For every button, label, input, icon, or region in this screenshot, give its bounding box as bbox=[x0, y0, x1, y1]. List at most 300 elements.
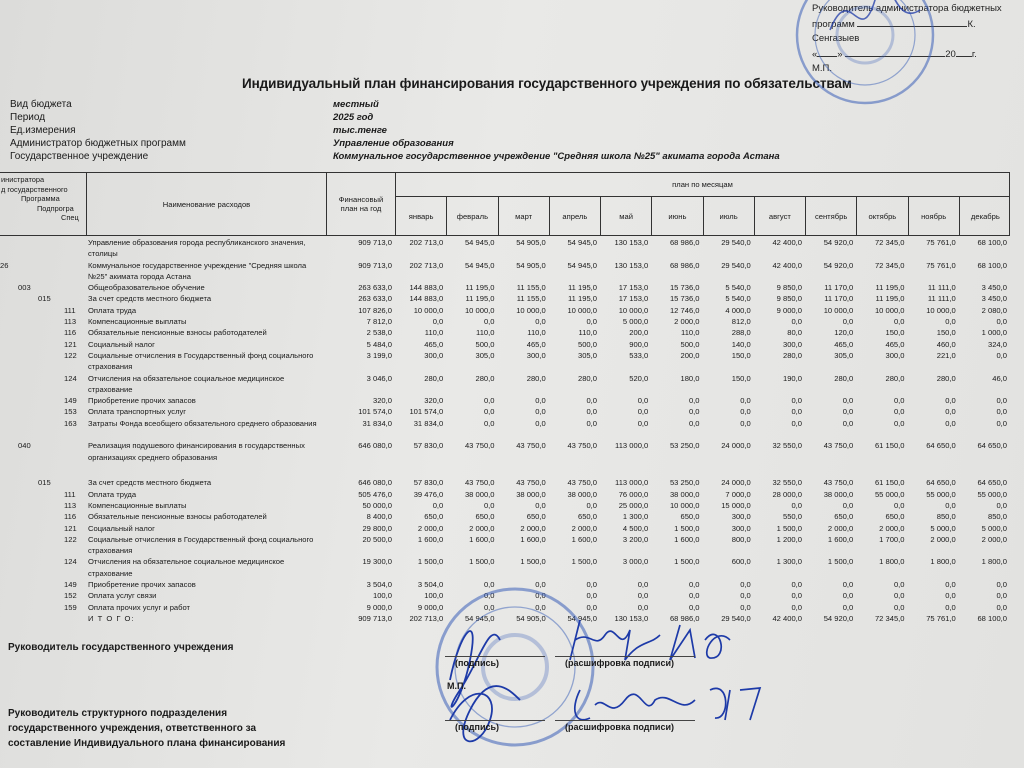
unit-title-line: государственного учреждения, ответственного за bbox=[8, 723, 257, 734]
row-month-value: 0,0 bbox=[842, 602, 854, 612]
row-month-value: 46,0 bbox=[992, 373, 1007, 383]
row-month-value: 68 100,0 bbox=[977, 238, 1007, 247]
row-month-value: 5 000,0 bbox=[622, 317, 649, 327]
row-month-value: 0,0 bbox=[740, 407, 751, 417]
row-code-value: 163 bbox=[64, 418, 77, 428]
row-month-value: 10 000,0 bbox=[618, 305, 649, 315]
row-month-value: 0,0 bbox=[432, 500, 444, 510]
row-month-value: 11 195,0 bbox=[465, 283, 495, 293]
row-month-value: 0,0 bbox=[996, 396, 1007, 406]
total-annual: 909 713,0 bbox=[358, 613, 392, 623]
row-month-value: 0,0 bbox=[842, 396, 854, 406]
row-month-value: 38 000,0 bbox=[823, 489, 854, 499]
row-month-value: 180,0 bbox=[680, 373, 700, 383]
total-month-value: 68 986,0 bbox=[669, 613, 700, 623]
row-month-value: 0,0 bbox=[893, 396, 905, 406]
row-month-value: 72 345,0 bbox=[874, 238, 905, 247]
row-month-value: 25 000,0 bbox=[618, 500, 649, 510]
row-code bbox=[0, 316, 86, 327]
row-month-value: 0,0 bbox=[893, 500, 905, 510]
row-month-value: 650,0 bbox=[424, 512, 444, 522]
row-month-value: 140,0 bbox=[731, 339, 751, 349]
row-month-value: 75 761,0 bbox=[926, 238, 956, 247]
row-month-value: 0,0 bbox=[586, 591, 597, 601]
code-header-program: Программа bbox=[21, 194, 60, 204]
row-month-value: 5 540,0 bbox=[725, 283, 751, 293]
table-row bbox=[0, 305, 1010, 316]
row-month-value: 1 600,0 bbox=[520, 534, 546, 544]
row-month-value: 54 945,0 bbox=[567, 238, 597, 247]
row-month-value: 0,0 bbox=[586, 418, 597, 428]
row-code-value: 124 bbox=[64, 557, 77, 567]
total-month-value: 42 400,0 bbox=[772, 613, 802, 623]
row-code-value: 015 bbox=[38, 478, 51, 488]
row-month-value: 0,0 bbox=[688, 396, 700, 406]
row-month-value: 650,0 bbox=[834, 512, 854, 522]
row-month-value: 0,0 bbox=[842, 317, 854, 327]
table-row bbox=[0, 260, 1010, 283]
row-month-value: 300,0 bbox=[526, 350, 546, 360]
row-month-value: 650,0 bbox=[526, 512, 546, 522]
row-month-value: 53 250,0 bbox=[669, 478, 700, 488]
row-code-value: 040 bbox=[18, 441, 31, 451]
row-month-value: 11 195,0 bbox=[875, 283, 905, 293]
row-month-value: 650,0 bbox=[680, 512, 700, 522]
row-code-value: 159 bbox=[64, 602, 77, 612]
row-month-value: 5 540,0 bbox=[725, 294, 751, 304]
months-group-header: план по месяцам bbox=[396, 173, 1009, 197]
row-month-value: 38 000,0 bbox=[516, 489, 546, 499]
row-month-value: 150,0 bbox=[731, 350, 751, 360]
row-annual: 9 000,0 bbox=[366, 602, 392, 612]
row-month-value: 38 000,0 bbox=[464, 489, 495, 499]
row-code bbox=[0, 282, 86, 293]
row-month-value: 0,0 bbox=[791, 418, 802, 428]
row-annual: 20 500,0 bbox=[362, 534, 392, 544]
row-month-value: 55 000,0 bbox=[926, 489, 956, 499]
row-month-value: 57 830,0 bbox=[413, 478, 444, 488]
row-name: Отчисления на обязательное социальное медицинское страхование bbox=[88, 557, 285, 578]
row-month-value: 3 450,0 bbox=[981, 283, 1007, 293]
row-month-value: 0,0 bbox=[586, 317, 597, 327]
row-month-value: 0,0 bbox=[586, 602, 597, 612]
row-code-value: 153 bbox=[64, 407, 77, 417]
row-month-value: 10 000,0 bbox=[823, 305, 854, 315]
row-month-value: 0,0 bbox=[893, 591, 905, 601]
row-month-value: 11 170,0 bbox=[824, 283, 854, 293]
table-row bbox=[0, 556, 1010, 579]
total-month-value: 75 761,0 bbox=[926, 613, 956, 623]
row-month-value: 1 200,0 bbox=[776, 534, 802, 544]
total-month-value: 54 920,0 bbox=[823, 613, 854, 623]
row-month-value: 0,0 bbox=[740, 396, 751, 406]
row-month-value: 0,0 bbox=[893, 418, 905, 428]
row-month-value: 10 000,0 bbox=[464, 305, 495, 315]
row-month-value: 0,0 bbox=[996, 418, 1007, 428]
row-month-value: 0,0 bbox=[842, 407, 854, 417]
row-month-value: 11 111,0 bbox=[927, 294, 956, 304]
row-code bbox=[0, 534, 86, 557]
head-decode-line bbox=[555, 656, 695, 657]
row-month-value: 812,0 bbox=[731, 317, 751, 327]
total-month-value: 54 905,0 bbox=[516, 613, 546, 623]
row-month-value: 54 905,0 bbox=[516, 260, 546, 270]
row-month-value: 68 100,0 bbox=[977, 260, 1007, 270]
table-row bbox=[0, 350, 1010, 373]
row-month-value: 0,0 bbox=[893, 602, 905, 612]
row-month-value: 54 945,0 bbox=[464, 238, 495, 247]
row-month-value: 0,0 bbox=[483, 407, 495, 417]
row-month-value: 0,0 bbox=[637, 396, 649, 406]
row-name: Социальные отчисления в Государственный фонд социального страхования bbox=[88, 350, 314, 372]
row-month-value: 150,0 bbox=[936, 328, 956, 338]
row-annual: 50 000,0 bbox=[362, 500, 392, 510]
row-code-value: 121 bbox=[64, 339, 77, 349]
row-month-value: 280,0 bbox=[834, 373, 854, 383]
row-month-value: 144 883,0 bbox=[409, 283, 444, 293]
row-code-value: 124 bbox=[64, 373, 77, 383]
row-name: Управление образования города республиканского значения, столицы bbox=[88, 238, 306, 259]
row-month-value: 43 750,0 bbox=[464, 478, 495, 488]
row-annual: 263 633,0 bbox=[358, 283, 392, 293]
row-month-value: 2 000,0 bbox=[571, 523, 597, 533]
row-month-value: 0,0 bbox=[535, 317, 546, 327]
row-name: Приобретение прочих запасов bbox=[88, 580, 196, 590]
row-month-value: 43 750,0 bbox=[464, 441, 495, 451]
month-header-10: октябрь bbox=[857, 197, 908, 235]
row-month-value: 68 986,0 bbox=[669, 238, 700, 247]
row-month-value: 0,0 bbox=[483, 580, 495, 590]
row-month-value: 1 600,0 bbox=[674, 534, 700, 544]
row-month-value: 1 500,0 bbox=[520, 557, 546, 567]
row-month-value: 11 155,0 bbox=[516, 294, 546, 304]
row-month-value: 0,0 bbox=[535, 407, 546, 417]
row-month-value: 61 150,0 bbox=[874, 478, 905, 488]
row-month-value: 110,0 bbox=[578, 328, 597, 338]
row-month-value: 0,0 bbox=[996, 591, 1007, 601]
row-month-value: 0,0 bbox=[586, 580, 597, 590]
row-month-value: 0,0 bbox=[535, 580, 546, 590]
row-name: Оплата прочих услуг и работ bbox=[88, 602, 191, 612]
row-month-value: 10 000,0 bbox=[516, 305, 546, 315]
row-month-value: 0,0 bbox=[996, 407, 1007, 417]
row-name: Реализация подушевого финансирования в государственных организациях среднего образования bbox=[88, 441, 305, 462]
row-code bbox=[0, 489, 86, 500]
row-month-value: 0,0 bbox=[945, 591, 956, 601]
row-month-value: 43 750,0 bbox=[567, 478, 597, 488]
table-row bbox=[0, 237, 1010, 260]
row-month-value: 280,0 bbox=[475, 373, 495, 383]
approval-title: Руководитель администратора бюджетных bbox=[812, 3, 1002, 14]
row-name: Отчисления на обязательное социальное медицинское страхование bbox=[88, 373, 285, 394]
row-code-value: 003 bbox=[18, 283, 31, 293]
row-month-value: 202 713,0 bbox=[409, 238, 444, 247]
row-month-value: 0,0 bbox=[791, 591, 802, 601]
row-month-value: 305,0 bbox=[475, 350, 495, 360]
row-annual: 31 834,0 bbox=[362, 418, 392, 428]
row-month-value: 24 000,0 bbox=[721, 441, 751, 451]
meta-value: Коммунальное государственное учреждение "Средняя школа №25" акимата города Астана bbox=[333, 151, 780, 162]
approval-stamp-label: М.П. bbox=[812, 63, 833, 74]
total-month-value: 54 945,0 bbox=[567, 613, 597, 623]
row-code bbox=[0, 350, 86, 373]
annual-header: Финансовый план на год bbox=[327, 173, 396, 235]
total-code bbox=[0, 613, 86, 624]
row-month-value: 533,0 bbox=[629, 350, 649, 360]
row-month-value: 1 500,0 bbox=[571, 557, 597, 567]
row-code bbox=[0, 602, 86, 613]
table-row bbox=[0, 523, 1010, 534]
meta-value: Управление образования bbox=[333, 138, 454, 149]
row-code bbox=[0, 339, 86, 350]
total-month-value: 68 100,0 bbox=[977, 613, 1007, 623]
row-month-value: 4 500,0 bbox=[622, 523, 649, 533]
row-month-value: 39 476,0 bbox=[413, 489, 444, 499]
row-month-value: 0,0 bbox=[842, 500, 854, 510]
row-annual: 7 812,0 bbox=[366, 317, 392, 327]
approval-program-label: программ bbox=[812, 19, 855, 30]
row-annual: 101 574,0 bbox=[358, 407, 392, 417]
row-code-value: 149 bbox=[64, 580, 77, 590]
row-month-value: 9 000,0 bbox=[417, 602, 444, 612]
row-code bbox=[0, 440, 86, 477]
row-month-value: 0,0 bbox=[432, 317, 444, 327]
financing-table bbox=[0, 172, 1010, 624]
row-month-value: 0,0 bbox=[483, 591, 495, 601]
row-annual: 8 400,0 bbox=[366, 512, 392, 522]
row-code-value: 152 bbox=[64, 591, 77, 601]
row-month-value: 42 400,0 bbox=[772, 238, 802, 247]
row-month-value: 76 000,0 bbox=[618, 489, 649, 499]
row-month-value: 1 600,0 bbox=[827, 534, 854, 544]
row-month-value: 43 750,0 bbox=[823, 441, 854, 451]
row-month-value: 550,0 bbox=[782, 512, 802, 522]
row-month-value: 0,0 bbox=[740, 602, 751, 612]
row-month-value: 1 800,0 bbox=[879, 557, 905, 567]
row-month-value: 0,0 bbox=[586, 407, 597, 417]
meta-value: тыс.тенге bbox=[333, 125, 387, 136]
row-name: Оплата транспортных услуг bbox=[88, 407, 187, 417]
table-row bbox=[0, 500, 1010, 511]
row-month-value: 31 834,0 bbox=[413, 418, 444, 428]
month-header-2: февраль bbox=[447, 197, 498, 235]
row-month-value: 0,0 bbox=[483, 602, 495, 612]
month-header-5: май bbox=[601, 197, 652, 235]
row-month-value: 0,0 bbox=[893, 407, 905, 417]
row-month-value: 1 700,0 bbox=[879, 534, 905, 544]
row-month-value: 11 195,0 bbox=[568, 283, 597, 293]
row-month-value: 300,0 bbox=[885, 350, 905, 360]
row-month-value: 1 500,0 bbox=[674, 557, 700, 567]
row-month-value: 0,0 bbox=[791, 407, 802, 417]
meta-label: Период bbox=[10, 112, 46, 123]
row-month-value: 0,0 bbox=[688, 407, 700, 417]
row-month-value: 54 905,0 bbox=[516, 238, 546, 247]
row-month-value: 32 550,0 bbox=[772, 441, 802, 451]
row-month-value: 29 540,0 bbox=[721, 260, 751, 270]
row-month-value: 305,0 bbox=[577, 350, 597, 360]
row-month-value: 2 000,0 bbox=[981, 534, 1007, 544]
row-month-value: 72 345,0 bbox=[874, 260, 905, 270]
row-annual: 19 300,0 bbox=[362, 557, 392, 567]
meta-value: 2025 год bbox=[333, 112, 374, 123]
unit-sign-caption: (подпись) bbox=[455, 722, 500, 732]
row-month-value: 0,0 bbox=[996, 602, 1007, 612]
row-month-value: 280,0 bbox=[885, 373, 905, 383]
row-month-value: 4 000,0 bbox=[725, 305, 751, 315]
row-month-value: 80,0 bbox=[787, 328, 802, 338]
row-code bbox=[0, 511, 86, 522]
row-month-value: 54 945,0 bbox=[567, 260, 597, 270]
row-month-value: 280,0 bbox=[936, 373, 956, 383]
row-month-value: 1 600,0 bbox=[417, 534, 444, 544]
year-prefix: 20 bbox=[945, 49, 956, 60]
row-code bbox=[0, 305, 86, 316]
row-month-value: 600,0 bbox=[731, 557, 751, 567]
row-month-value: 43 750,0 bbox=[567, 441, 597, 451]
head-decode-caption: (расшифровка подписи) bbox=[565, 658, 674, 668]
row-code bbox=[0, 406, 86, 417]
row-code-value: 26 bbox=[0, 260, 9, 270]
row-annual: 2 538,0 bbox=[366, 328, 392, 338]
meta-unit bbox=[10, 125, 1010, 138]
row-month-value: 54 920,0 bbox=[823, 238, 854, 247]
row-annual: 5 484,0 bbox=[366, 339, 392, 349]
row-month-value: 1 800,0 bbox=[930, 557, 956, 567]
row-month-value: 100,0 bbox=[424, 591, 444, 601]
row-month-value: 0,0 bbox=[483, 396, 495, 406]
row-month-value: 10 000,0 bbox=[874, 305, 905, 315]
row-month-value: 0,0 bbox=[535, 591, 546, 601]
row-month-value: 68 986,0 bbox=[669, 260, 700, 270]
row-month-value: 0,0 bbox=[586, 396, 597, 406]
page-title: Индивидуальный план финансирования государственного учреждения по обязательствам bbox=[242, 76, 852, 91]
row-month-value: 110,0 bbox=[424, 328, 444, 338]
table-row bbox=[0, 418, 1010, 441]
row-month-value: 120,0 bbox=[834, 328, 854, 338]
row-code bbox=[0, 418, 86, 441]
row-month-value: 300,0 bbox=[731, 512, 751, 522]
row-month-value: 1 300,0 bbox=[622, 512, 649, 522]
head-signature-line bbox=[445, 656, 545, 657]
row-month-value: 54 945,0 bbox=[464, 260, 495, 270]
row-month-value: 5 000,0 bbox=[981, 523, 1007, 533]
row-month-value: 0,0 bbox=[791, 396, 802, 406]
row-month-value: 64 650,0 bbox=[977, 478, 1007, 488]
unit-decode-caption: (расшифровка подписи) bbox=[565, 722, 674, 732]
row-name: Затраты Фонда всеобщего обязательного среднего образования bbox=[88, 418, 317, 428]
row-name: Компенсационные выплаты bbox=[88, 500, 187, 510]
row-month-value: 150,0 bbox=[885, 328, 905, 338]
row-month-value: 0,0 bbox=[586, 500, 597, 510]
row-month-value: 0,0 bbox=[842, 580, 854, 590]
meta-label: Администратор бюджетных программ bbox=[10, 138, 186, 149]
row-month-value: 0,0 bbox=[996, 500, 1007, 510]
row-annual: 107 826,0 bbox=[358, 305, 392, 315]
row-code-value: 116 bbox=[64, 328, 77, 338]
row-month-value: 0,0 bbox=[791, 580, 802, 590]
row-name: Общеобразовательное обучение bbox=[88, 283, 205, 293]
month-header-4: апрель bbox=[550, 197, 601, 235]
table-row bbox=[0, 534, 1010, 557]
row-month-value: 61 150,0 bbox=[874, 441, 905, 451]
row-name: Компенсационные выплаты bbox=[88, 317, 187, 327]
row-month-value: 0,0 bbox=[945, 602, 956, 612]
row-annual: 320,0 bbox=[372, 396, 392, 406]
row-month-value: 10 000,0 bbox=[567, 305, 597, 315]
row-month-value: 0,0 bbox=[893, 317, 905, 327]
code-header-admin: инистратора bbox=[1, 175, 45, 184]
row-month-value: 1 500,0 bbox=[776, 523, 802, 533]
row-month-value: 0,0 bbox=[637, 580, 649, 590]
row-month-value: 500,0 bbox=[680, 339, 700, 349]
row-month-value: 144 883,0 bbox=[409, 294, 444, 304]
row-month-value: 0,0 bbox=[688, 580, 700, 590]
row-month-value: 0,0 bbox=[791, 500, 802, 510]
row-month-value: 1 500,0 bbox=[469, 557, 495, 567]
row-month-value: 11 195,0 bbox=[568, 294, 597, 304]
row-month-value: 43 750,0 bbox=[516, 478, 546, 488]
row-month-value: 11 195,0 bbox=[875, 294, 905, 304]
row-month-value: 0,0 bbox=[996, 580, 1007, 590]
row-month-value: 0,0 bbox=[535, 602, 546, 612]
unit-title-line: составление Индивидуального плана финансирования bbox=[8, 738, 286, 749]
row-month-value: 650,0 bbox=[885, 512, 905, 522]
table-row bbox=[0, 477, 1010, 488]
table-row bbox=[0, 293, 1010, 304]
row-month-value: 55 000,0 bbox=[874, 489, 905, 499]
total-month-value: 54 945,0 bbox=[464, 613, 495, 623]
row-month-value: 130 153,0 bbox=[614, 260, 649, 270]
row-month-value: 2 000,0 bbox=[469, 523, 495, 533]
meta-label: Вид бюджета bbox=[10, 99, 72, 110]
row-month-value: 53 250,0 bbox=[669, 441, 700, 451]
row-month-value: 43 750,0 bbox=[516, 441, 546, 451]
row-month-value: 280,0 bbox=[526, 373, 546, 383]
row-month-value: 2 000,0 bbox=[417, 523, 444, 533]
row-code-value: 111 bbox=[64, 489, 76, 499]
row-month-value: 0,0 bbox=[535, 396, 546, 406]
date-close: » bbox=[837, 49, 843, 60]
row-month-value: 64 650,0 bbox=[977, 441, 1007, 451]
row-month-value: 1 000,0 bbox=[981, 328, 1007, 338]
row-month-value: 3 504,0 bbox=[417, 580, 444, 590]
row-month-value: 465,0 bbox=[526, 339, 546, 349]
row-month-value: 5 000,0 bbox=[930, 523, 956, 533]
row-month-value: 320,0 bbox=[424, 396, 444, 406]
row-month-value: 15 736,0 bbox=[669, 283, 700, 293]
row-month-value: 300,0 bbox=[424, 350, 444, 360]
code-header-subprogram: Подпрогра bbox=[37, 203, 74, 213]
row-month-value: 15 000,0 bbox=[721, 500, 751, 510]
table-row bbox=[0, 327, 1010, 338]
head-title: Руководитель государственного учреждения bbox=[8, 642, 234, 653]
row-month-value: 0,0 bbox=[740, 418, 751, 428]
row-month-value: 64 650,0 bbox=[926, 478, 956, 488]
total-month-value: 202 713,0 bbox=[409, 613, 444, 623]
row-month-value: 10 000,0 bbox=[669, 500, 700, 510]
table-body bbox=[0, 237, 1010, 624]
row-month-value: 0,0 bbox=[637, 591, 649, 601]
row-month-value: 110,0 bbox=[681, 328, 700, 338]
row-month-value: 288,0 bbox=[731, 328, 751, 338]
table-header bbox=[0, 172, 1010, 236]
row-month-value: 0,0 bbox=[945, 407, 956, 417]
row-month-value: 0,0 bbox=[945, 396, 956, 406]
row-month-value: 500,0 bbox=[577, 339, 597, 349]
row-month-value: 0,0 bbox=[945, 317, 956, 327]
row-code-value: 121 bbox=[64, 523, 77, 533]
